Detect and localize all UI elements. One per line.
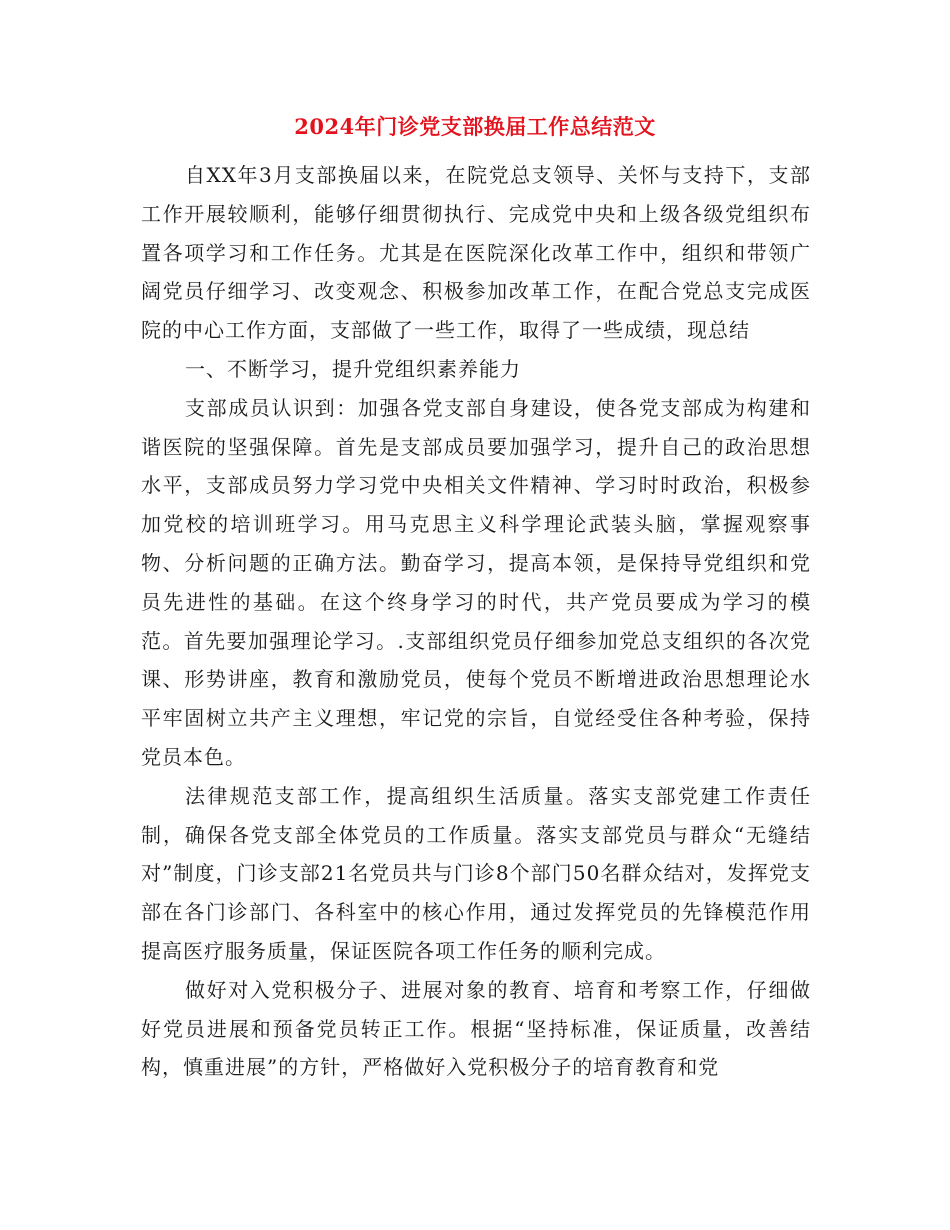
section-heading-1: 一、不断学习，提升党组织素养能力 bbox=[185, 356, 521, 381]
document-body bbox=[141, 156, 811, 1087]
paragraph-regulation: 法律规范支部工作，提高组织生活质量。落实支部党建工作责任制，确保各党支部全体党员的工作质量。落实支部党员与群众“无缝结对”制度，门诊支部21名党员共与门诊8个部门50名群众结对，发挥党支部在各门诊部门、各科室中的核心作用，通过发挥党员的先锋模范作用提高医疗服务质量，保证医院各项工作任务的顺利完成。 bbox=[141, 783, 811, 963]
paragraph-study: 支部成员认识到：加强各党支部自身建设，使各党支部成为构建和谐医院的坚强保障。首先是支部成员要加强学习，提升自己的政治思想水平，支部成员努力学习党中央相关文件精神、学习时时政治，积极参加党校的培训班学习。用马克思主义科学理论武装头脑，掌握观察事物、分析问题的正确方法。勤奋学习，提高本领，是保持导党组织和党员先进性的基础。在这个终身学习的时代，共产党员要成为学习的模范。首先要加强理论学习。.支部组织党员仔细参加党总支组织的各次党课、形势讲座，教育和激励党员，使每个党员不断增进政治思想理论水平牢固树立共产主义理想，牢记党的宗旨，自觉经受住各种考验，保持党员本色。 bbox=[141, 395, 811, 769]
paragraph-intro: 自XX年3月支部换届以来，在院党总支领导、关怀与支持下，支部工作开展较顺利，能够仔细贯彻执行、完成党中央和上级各级党组织布置各项学习和工作任务。尤其是在医院深化改革工作中，组织和带领广阔党员仔细学习、改变观念、积极参加改革工作，在配合党总支完成医院的中心工作方面，支部做了一些工作，取得了一些成绩，现总结 bbox=[141, 163, 811, 343]
document-title: 2024年门诊党支部换届工作总结范文 bbox=[294, 114, 656, 139]
paragraph-recruitment: 做好对入党积极分子、进展对象的教育、培育和考察工作，仔细做好党员进展和预备党员转正工作。根据“坚持标准，保证质量，改善结构，慎重进展”的方针，严格做好入党积极分子的培育教育和党 bbox=[141, 977, 811, 1080]
